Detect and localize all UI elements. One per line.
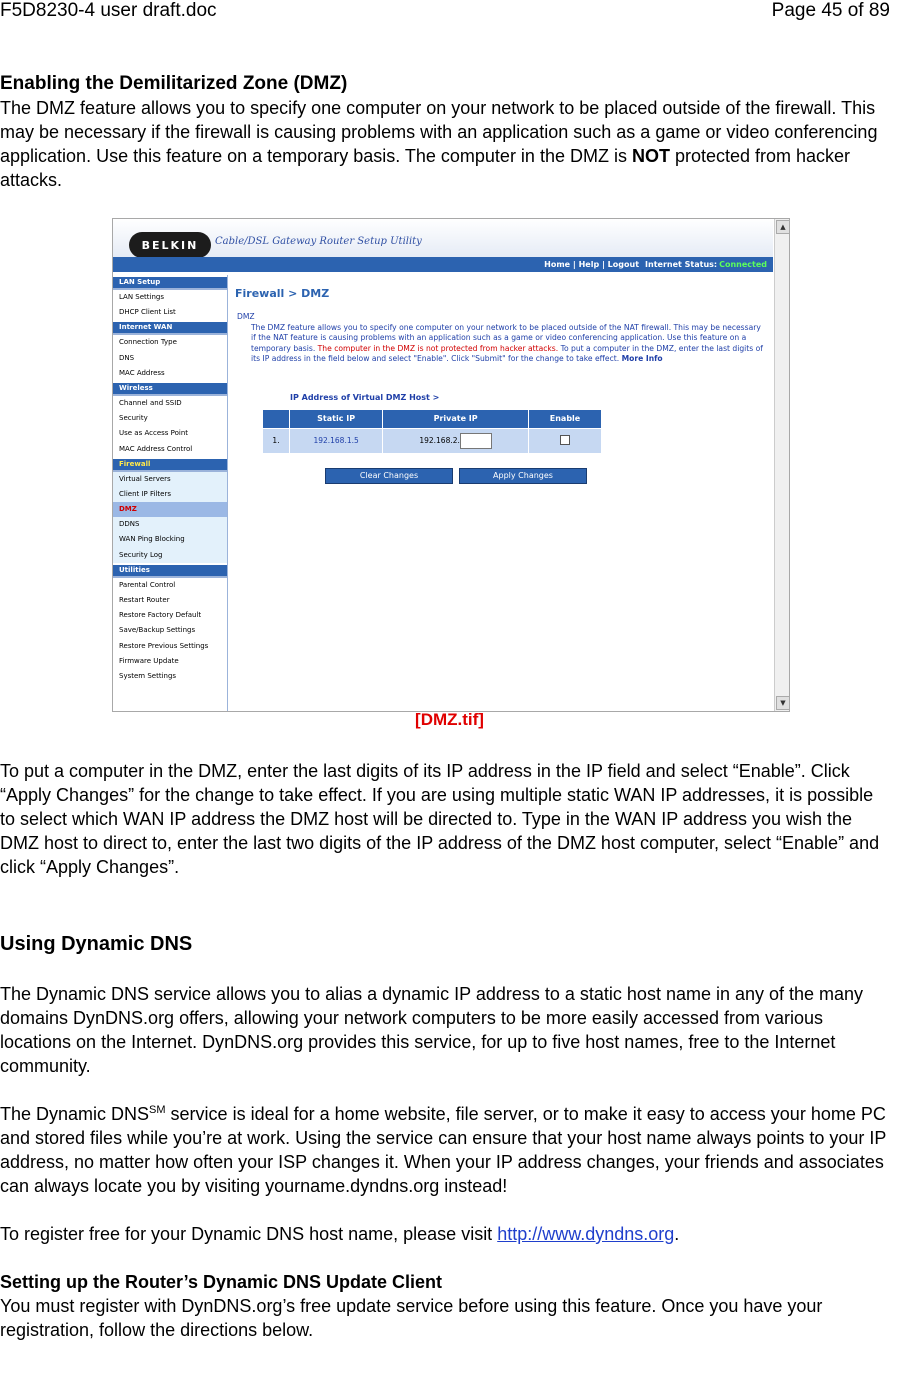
document-header-page: Page 45 of 89 bbox=[771, 0, 890, 21]
scrollbar[interactable] bbox=[774, 219, 789, 711]
clear-changes-button[interactable]: Clear Changes bbox=[325, 468, 453, 484]
router-main bbox=[235, 275, 765, 484]
sidebar-item[interactable]: DHCP Client List bbox=[119, 308, 176, 317]
sidebar-section-wireless: Wireless bbox=[113, 383, 227, 396]
sidebar-section-lan: LAN Setup bbox=[113, 277, 227, 290]
ddns-subheading: Setting up the Router’s Dynamic DNS Update Client bbox=[0, 1272, 443, 1292]
scroll-up-icon[interactable]: ▲ bbox=[776, 220, 790, 234]
col-index bbox=[263, 409, 290, 428]
ddns-paragraph-1: The Dynamic DNS service allows you to alias a dynamic IP address to a static host name in any of the many domains DynDNS.org offers, allowing your network computers to be more easily accessed from various locations on the Internet. DynDNS.org provides this service, for up to five host names, free to the Internet community. bbox=[0, 984, 864, 1076]
dmz-paragraph-1: The DMZ feature allows you to specify one computer on your network to be placed outside of the firewall. This may be necessary if the firewall is causing problems with an application such as a game or video conferencing application. Use this feature on a temporary basis. The computer in the DMZ is NOT protected from hacker attacks. bbox=[0, 98, 878, 190]
apply-changes-button[interactable]: Apply Changes bbox=[459, 468, 587, 484]
product-name: Cable/DSL Gateway Router Setup Utility bbox=[215, 236, 422, 247]
dmz-instructions bbox=[0, 759, 890, 879]
sidebar-item[interactable]: Security Log bbox=[113, 548, 227, 563]
router-page-title: Firewall > DMZ bbox=[235, 287, 330, 300]
dmz-label: DMZ bbox=[237, 312, 255, 321]
ddns-paragraph-4: You must register with DynDNS.org’s free update service before using this feature. Once you have your registration, follow the directions below. bbox=[0, 1296, 823, 1340]
dmz-host-table bbox=[262, 409, 602, 454]
sidebar-section-utilities: Utilities bbox=[113, 565, 227, 578]
sidebar-item[interactable]: Connection Type bbox=[119, 338, 177, 347]
sidebar-item-active[interactable]: DMZ bbox=[113, 502, 227, 517]
sidebar-item[interactable]: WAN Ping Blocking bbox=[113, 532, 227, 547]
document-header-filename: F5D8230-4 user draft.doc bbox=[0, 0, 217, 21]
belkin-logo: BELKIN bbox=[129, 232, 211, 258]
col-static-ip: Static IP bbox=[290, 409, 383, 428]
more-info-link[interactable]: More Info bbox=[621, 354, 663, 364]
ddns-paragraph-2: The Dynamic DNS℠ service is ideal for a home website, file server, or to make it easy to access your home PC and stored files while you’re at work. Using the service can ensure that your host name always points to your IP address, no matter how often your ISP changes it. When your IP address changes, your friends and associates can always locate you by visiting yourname.dyndns.org instead! bbox=[0, 1104, 887, 1196]
enable-cell bbox=[529, 428, 602, 453]
col-private-ip: Private IP bbox=[383, 409, 529, 428]
sidebar-item[interactable]: Save/Backup Settings bbox=[119, 626, 196, 635]
dmz-paragraph-2: To put a computer in the DMZ, enter the last digits of its IP address in the IP field and select “Enable”. Click “Apply Changes” for the change to take effect. If you are using multiple static WAN IP addresses, it is possible to select which WAN IP address the DMZ host will be directed to. Type in the WAN IP address you wish the DMZ host to direct to, enter the last two digits of the IP address of the DMZ host computer, select “Enable” and click “Apply Changes”. bbox=[0, 761, 880, 877]
static-ip-value: 192.168.1.5 bbox=[290, 428, 383, 453]
sidebar-item[interactable]: DDNS bbox=[113, 517, 227, 532]
dyndns-link[interactable]: http://www.dyndns.org bbox=[497, 1224, 675, 1244]
sidebar-section-firewall: Firewall bbox=[113, 459, 227, 472]
sidebar-item[interactable]: Security bbox=[119, 414, 148, 423]
sidebar-item[interactable]: Client IP Filters bbox=[113, 487, 227, 502]
sidebar-item[interactable]: Restore Previous Settings bbox=[119, 641, 209, 650]
sidebar-item[interactable]: System Settings bbox=[119, 671, 177, 680]
private-ip-prefix: 192.168.2. bbox=[419, 435, 460, 445]
router-dmz-screenshot bbox=[112, 218, 790, 712]
sidebar-item[interactable]: Firmware Update bbox=[119, 656, 179, 665]
router-sidebar bbox=[113, 275, 228, 711]
private-ip-cell bbox=[383, 428, 529, 453]
col-enable: Enable bbox=[529, 409, 602, 428]
table-row bbox=[263, 428, 602, 453]
sidebar-item[interactable]: Restore Factory Default bbox=[119, 611, 202, 620]
scroll-down-icon[interactable]: ▼ bbox=[776, 696, 790, 710]
sidebar-section-wan: Internet WAN bbox=[113, 322, 227, 335]
sidebar-item[interactable]: MAC Address Control bbox=[119, 444, 193, 453]
action-buttons bbox=[325, 463, 765, 484]
ddns-paragraph-3: To register free for your Dynamic DNS host name, please visit http://www.dyndns.org. bbox=[0, 1224, 680, 1244]
figure-caption: [DMZ.tif] bbox=[415, 710, 484, 729]
ddns-heading: Using Dynamic DNS bbox=[0, 933, 193, 955]
sidebar-item[interactable]: Channel and SSID bbox=[119, 398, 182, 407]
sidebar-item[interactable]: Parental Control bbox=[119, 580, 176, 589]
row-index: 1. bbox=[263, 428, 290, 453]
ddns-section bbox=[0, 932, 890, 1342]
sidebar-item[interactable]: DNS bbox=[119, 353, 135, 362]
dmz-intro bbox=[0, 72, 890, 192]
dmz-desc-end: To put a computer in the DMZ, enter the last digits of its IP address in the field below and select "Enable". Click "Submit" for the change to take effect. bbox=[251, 343, 763, 364]
sidebar-item[interactable]: Virtual Servers bbox=[113, 472, 227, 487]
sidebar-item[interactable]: LAN Settings bbox=[119, 293, 165, 301]
dmz-warning-text: The computer in the DMZ is not protected from hacker attacks. bbox=[317, 343, 559, 353]
enable-checkbox[interactable] bbox=[560, 435, 570, 445]
dmz-heading: Enabling the Demilitarized Zone (DMZ) bbox=[0, 73, 348, 94]
status-value: Connected bbox=[719, 260, 767, 269]
dmz-description bbox=[237, 312, 765, 365]
private-ip-input[interactable] bbox=[460, 433, 492, 449]
nav-links[interactable]: Home | Help | Logout bbox=[544, 260, 640, 269]
status-label: Internet Status: bbox=[645, 260, 718, 269]
dmz-desc-text: The DMZ feature allows you to specify one computer on your network to be placed outside of the NAT firewall. This may be necessary if the NAT feature is causing problems with an application such as a game or video conferencing application. Use this feature on a temporary basis. bbox=[251, 322, 761, 353]
sidebar-item[interactable]: Restart Router bbox=[119, 596, 170, 604]
router-navbar bbox=[113, 257, 773, 272]
sidebar-item[interactable]: MAC Address bbox=[119, 368, 165, 377]
sidebar-item[interactable]: Use as Access Point bbox=[119, 429, 189, 438]
dmz-table-title: IP Address of Virtual DMZ Host > bbox=[290, 392, 440, 402]
